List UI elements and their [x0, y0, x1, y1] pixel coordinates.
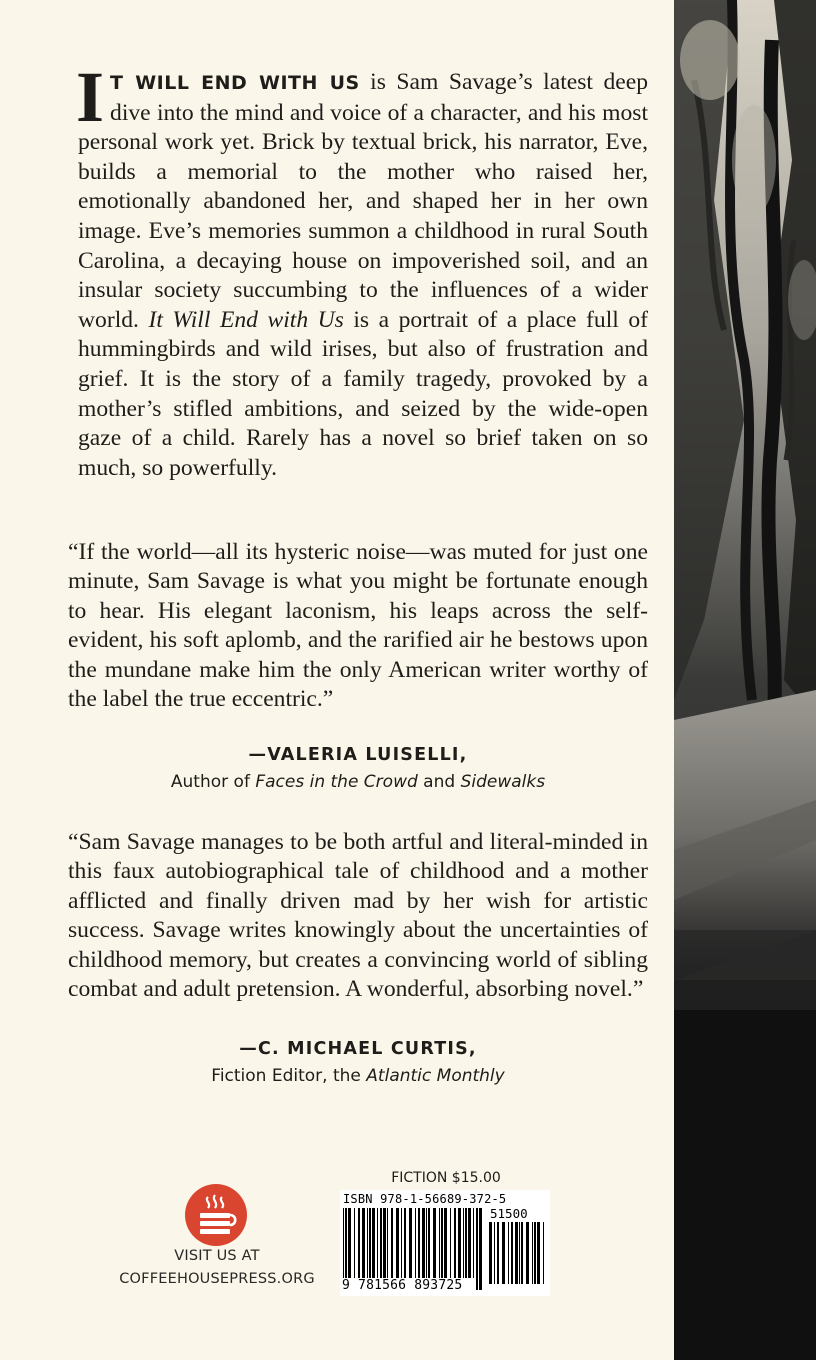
- visit-us-label: VISIT US AT: [174, 1248, 260, 1264]
- barcode-bar: [494, 1222, 495, 1284]
- publisher-website: [90, 1245, 344, 1291]
- cover-photo-spine: [674, 0, 816, 1360]
- isbn-barcode: [340, 1190, 550, 1296]
- drop-cap: I: [76, 57, 105, 137]
- coffee-house-press-logo-icon: [184, 1183, 248, 1247]
- barcode-bar: [526, 1222, 529, 1284]
- description-text-1: is Sam Savage’s latest deep dive into the mind and voice of a character, and his most personal work yet. Brick by textual brick, his narrator, Eve, builds a memorial to the mother who raised her, emotionally abandoned her, and shaped her in her own image. Eve’s memories summon a childhood in rural South Carolina, a decaying house on impoverished soil, and an insular society succumbing to the influences of a wider world.: [78, 69, 648, 333]
- forest-road-image: [674, 0, 816, 1360]
- barcode-bar: [521, 1222, 523, 1284]
- reviewer-name: —C. MICHAEL CURTIS,: [239, 1039, 477, 1059]
- barcode-bar: [532, 1222, 533, 1284]
- barcode-digits: 9 781566 893725: [342, 1278, 476, 1293]
- reviewer-name: —VALERIA LUISELLI,: [248, 745, 468, 765]
- barcode-bar: [537, 1222, 540, 1284]
- book-title-italic: It Will End with Us: [148, 306, 344, 333]
- review-attribution-luiselli: [68, 742, 648, 796]
- barcode-bar: [502, 1222, 505, 1284]
- category-price: FICTION $15.00: [391, 1170, 501, 1186]
- reviewer-role-prefix: Fiction Editor, the: [211, 1066, 367, 1086]
- reviewer-role: [68, 768, 648, 796]
- price-code: 51500: [490, 1206, 528, 1221]
- review-quote-curtis: “Sam Savage manages to be both artful and literal-minded in this faux autobiographical tale of childhood and a mother afflicted and finally driven mad by her wish for artistic success. Savage writes knowingly about the uncertainties of childhood memory, but creates a convincing world of sibling combat and adult pretension. A wonderful, absorbing novel.”: [68, 829, 648, 1003]
- reviewer-work-1: Atlantic Monthly: [366, 1066, 505, 1086]
- barcode-bar: [489, 1222, 492, 1284]
- reviewer-work-1: Faces in the Crowd: [255, 772, 418, 792]
- publisher-url: COFFEEHOUSEPRESS.ORG: [119, 1271, 315, 1287]
- book-title-lead: T WILL END WITH US: [110, 72, 360, 94]
- book-description: [76, 57, 648, 483]
- barcode-bar: [519, 1222, 520, 1284]
- reviewer-role-mid: and: [417, 772, 461, 792]
- review-attribution-curtis: [68, 1036, 648, 1090]
- barcode-bar: [479, 1208, 482, 1290]
- reviewer-role: [68, 1062, 648, 1090]
- barcode-bar: [534, 1222, 536, 1284]
- barcode-bar: [511, 1222, 513, 1284]
- isbn-number: ISBN 978-1-56689-372-5: [343, 1192, 507, 1206]
- reviewer-work-2: Sidewalks: [460, 772, 546, 792]
- barcode-bar: [476, 1208, 478, 1290]
- description-text-2: is a portrait of a place full of hummingbirds and wild irises, but also of frustration and grief. It is the story of a family tragedy, provoked by a mother’s stifled ambitions, and seized by the wide-open gaze of a child. Rarely has a novel so brief taken on so much, so powerfully.: [78, 306, 648, 481]
- barcode-bar: [543, 1222, 544, 1284]
- barcode-bar: [515, 1222, 518, 1284]
- barcode-bar: [508, 1222, 509, 1284]
- barcode-bar: [497, 1222, 499, 1284]
- review-quote-luiselli: “If the world—all its hysteric noise—was muted for just one minute, Sam Savage is what you might be fortunate enough to hear. His elegant laconism, his leaps across the self-evident, his soft aplomb, and the rarified air he bestows upon the mundane make him the only American writer worthy of the label the true eccentric.”: [68, 539, 648, 713]
- reviewer-role-prefix: Author of: [170, 772, 256, 792]
